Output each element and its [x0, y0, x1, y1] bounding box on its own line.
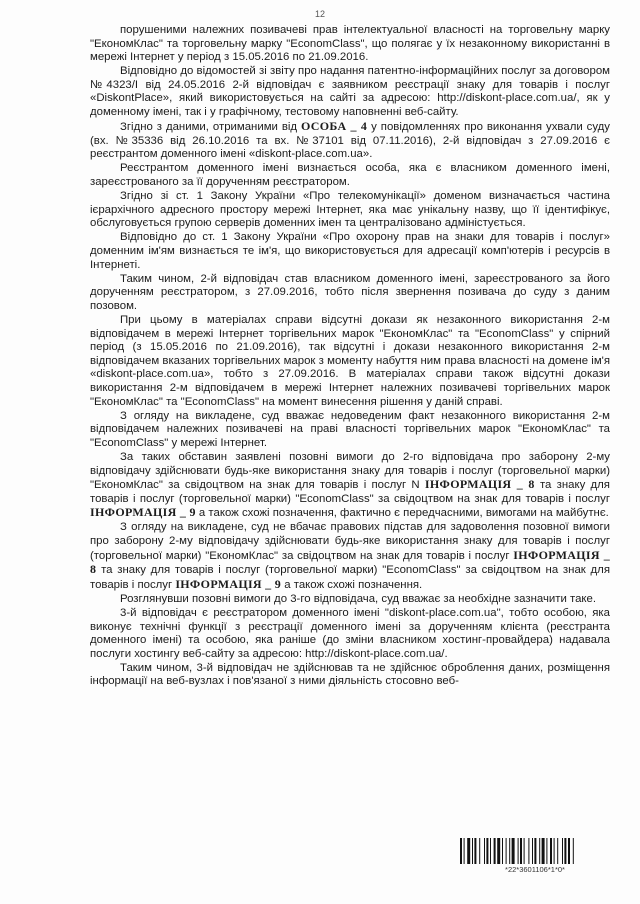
paragraph — [90, 410, 610, 451]
document-body — [90, 24, 610, 689]
redaction-mask: ІНФОРМАЦІЯ _ 9 — [90, 505, 196, 520]
paragraph — [90, 190, 610, 231]
redaction-mask: ІНФОРМАЦІЯ _ 8 — [424, 477, 535, 492]
paragraph — [90, 451, 610, 521]
paragraph-text: та знаку для товарів і послуг (торговельної марки) "EconomClass" за свідоцтвом на знак для товарів і послуг — [90, 479, 610, 505]
paragraph — [90, 231, 610, 272]
paragraph-text: Згідно зі ст. 1 Закону України «Про телекомунікації» доменом визначається частина ієрархічного адресного простору мережі Інтернет, яка має унікальну назву, що її ідентифікує, обслуговується групою серверів доменних імен та централізовано адміністується. — [90, 190, 610, 230]
paragraph-text: Відповідно до відомостей зі звіту про надання патентно-інформаційних послуг за договором №4323/І від 24.05.2016 2-й відповідач є заявником реєстрації знаку для товарів і послуг «DiskontPlace», який використовується на сайті за адресою: http://diskont-place.com.ua/, як у доменному імені, так і у графічному, тестовому наповненні веб-сайту. — [90, 65, 610, 119]
paragraph-text: При цьому в матеріалах справи відсутні докази як незаконного використання 2-м відповідачем в мережі Інтернет торгівельних марок "ЕкономКлас" та "EconomClass" у спірний період (з 15.05.2016 по 21.09.2016), так відсутні і докази незаконного використання 2-м відповідачем вказаних торгівельних марок з моменту набуття ним права власності на домене ім'я «diskont-place.com.ua», тобто з 27.09.2016. В матеріалах справи також відсутні докази використання 2-м відповідачем в мережі Інтернет належних позивачеві торгівельних марок "ЕкономКлас" та "EconomClass" на момент винесення рішення у даній справі. — [90, 313, 610, 408]
page-number: 12 — [314, 9, 325, 19]
paragraph — [90, 120, 610, 162]
paragraph-text: Відповідно до ст. 1 Закону України «Про охорону прав на знаки для товарів і послуг» доменним ім'ям визнається те ім'я, що використовується для адресації комп'ютерів і ресурсів в Інтернеті. — [90, 231, 610, 271]
paragraph-text: 3-й відповідач є реєстратором доменного імені "diskont-place.com.ua", тобто особою, яка виконує технічні функції з реєстрації доменного імені за дорученням клієнта (реєстранта доменного імені) та особою, яка раніше (до зміни власником хостинг-провайдера) надавала послуги хостингу веб-сайту за адресою: http://diskont-place.com.ua/. — [90, 606, 610, 660]
paragraph-text: Реєстрантом доменного імені визнається особа, яка є власником доменного імені, зареєстрованого за її дорученням реєстратором. — [90, 162, 610, 189]
barcode-caption: *22*3601106*1*0* — [505, 865, 565, 874]
redaction-mask: ІНФОРМАЦІЯ _ 9 — [175, 576, 282, 591]
paragraph-text: Таким чином, 3-й відповідач не здійснював та не здійснює оброблення даних, розміщення інформації на веб-вузлах і пов'язаної з ними діяльність стосовно веб- — [90, 661, 610, 688]
paragraph-text: З огляду на викладене, суд не вбачає правових підстав для задоволення позовної вимоги про заборону 2-му відповідачу здійснювати будь-яке використання знаку для товарів і послуг (торговельної марки) "ЕкономКлас" за свідоцтвом на знак для товарів і послуг — [90, 521, 610, 562]
barcode-block — [460, 838, 610, 878]
paragraph-text: порушеними належних позивачеві прав інтелектуальної власності на торговельну марку "ЕкономКлас" та торговельну марку "EconomClass", що полягає у їх незаконному використанні в мережі Інтернет у період з 15.05.2016 по 21.09.2016. — [90, 24, 610, 64]
paragraph — [90, 65, 610, 119]
paragraph — [90, 273, 610, 314]
paragraph-text: у повідомленнях про виконання ухвали суду (вх. №35336 від 26.10.2016 та вх. №37101 від 07.11.2016), 2-й відповідач з 27.09.2016 є реєстрантом доменного імені «diskont-place.com.ua». — [90, 121, 610, 161]
paragraph-text: Згідно з даними, отриманими від — [120, 121, 302, 134]
redaction-mask: ОСОБА _ 4 — [301, 119, 368, 134]
paragraph — [90, 593, 610, 607]
paragraph — [90, 607, 610, 661]
paragraph-text: За таких обставин заявлені позовні вимоги до 2-го відповідача про заборону 2-му відповідачу здійснювати будь-яке використання знаку для товарів і послуг (торговельної марки) "ЕкономКлас" за свідоцтвом на знак для товарів і послуг N — [90, 450, 610, 492]
paragraph-text: Таким чином, 2-й відповідач став власником доменного імені, зареєстрованого за його дорученням реєстратором, з 27.09.2016, тобто після звернення позивача до суду з даним позовом. — [90, 272, 610, 312]
paragraph — [90, 162, 610, 189]
paragraph — [90, 521, 610, 592]
paragraph-text: З огляду на викладене, суд вважає недоведеним факт незаконного використання 2-м відповідачем належних позивачеві на праві власності торгівельних марок "ЕкономКлас" та "EconomClass" у мережі Інтернет. — [90, 409, 610, 449]
paragraph-text: а також схожі позначення, фактично є передчасними, вимогами на майбутнє. — [195, 507, 609, 520]
barcode-icon — [460, 838, 610, 864]
paragraph-text: а також схожі позначення. — [281, 578, 423, 591]
paragraph — [90, 662, 610, 689]
redaction-mask: ІНФОРМАЦІЯ _ 8 — [90, 547, 611, 577]
paragraph — [90, 24, 610, 65]
paragraph-text: та знаку для товарів і послуг (торговельної марки) "EconomClass" за свідоцтвом на знак для товарів і послуг — [90, 564, 610, 591]
paragraph — [90, 314, 610, 409]
paragraph-text: Розглянувши позовні вимоги до 3-го відповідача, суд вважає за необхідне зазначити таке. — [120, 592, 597, 605]
